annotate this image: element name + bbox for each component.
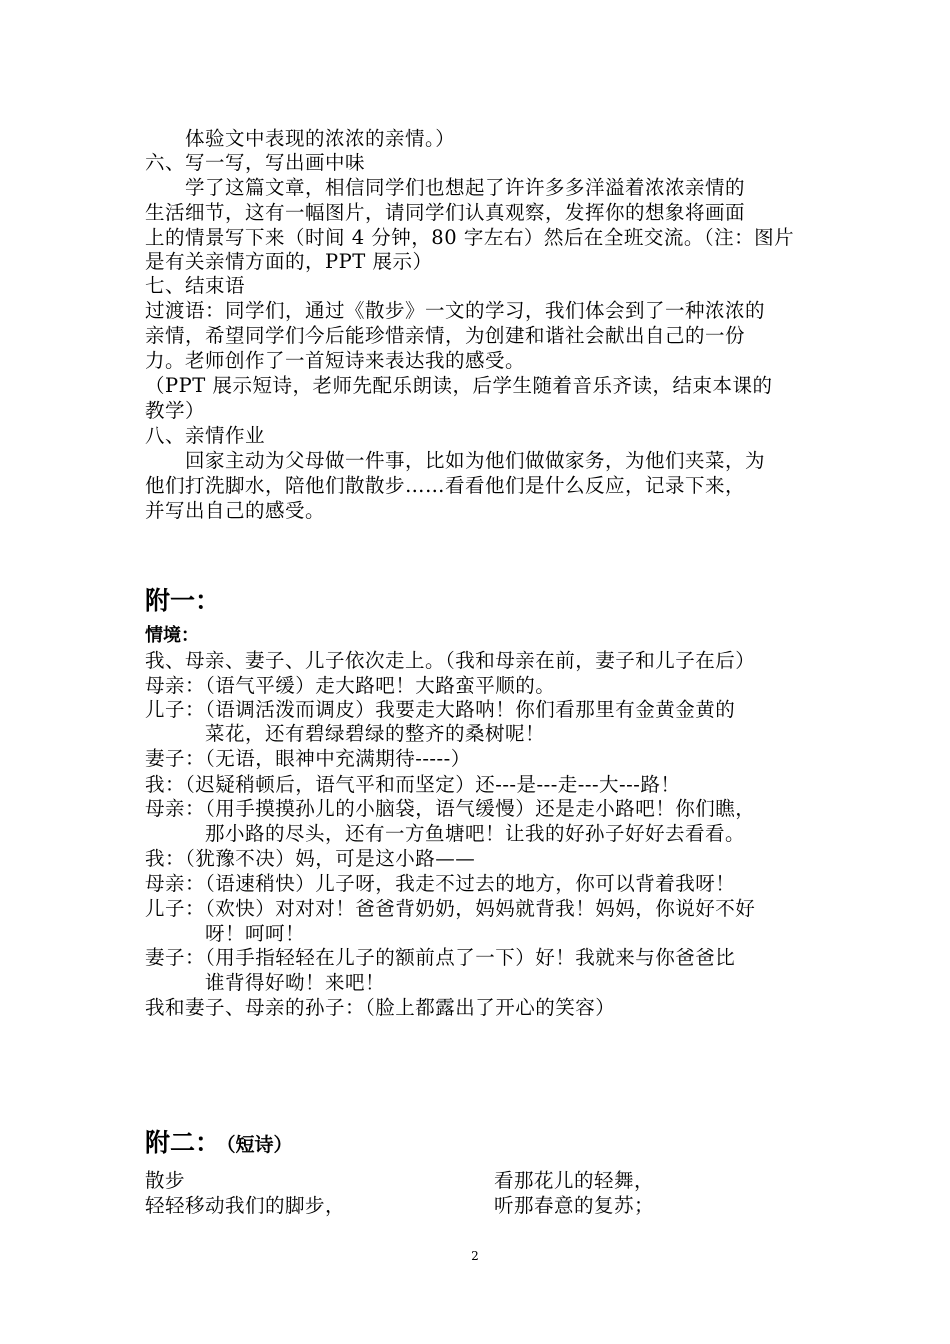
dialogue-line: 菜花，还有碧绿碧绿的整齐的桑树呢！ bbox=[145, 722, 546, 745]
dialogue-line: 呀！呵呵！ bbox=[145, 922, 306, 945]
body-line: 亲情，希望同学们今后能珍惜亲情，为创建和谐社会献出自己的一份 bbox=[145, 324, 746, 347]
section-heading: 七、结束语 bbox=[145, 274, 246, 297]
dialogue-line: 我：（犹豫不决）妈，可是这小路—— bbox=[145, 847, 476, 870]
poem-line-right: 看那花儿的轻舞， bbox=[494, 1169, 655, 1192]
dialogue-line: 母亲：（用手摸摸孙儿的小脑袋，语气缓慢）还是走小路吧！你们瞧， bbox=[145, 797, 756, 820]
dialogue-line: 妻子：（用手指轻轻在儿子的额前点了一下）好！我就来与你爸爸比 bbox=[145, 946, 736, 969]
section-heading: 八、亲情作业 bbox=[145, 424, 266, 447]
appendix1-subtitle: 情境： bbox=[145, 625, 199, 646]
section-heading: 六、写一写，写出画中味 bbox=[145, 151, 366, 174]
dialogue-line: 母亲：（语气平缓）走大路吧！大路蛮平顺的。 bbox=[145, 674, 556, 697]
body-line: 过渡语：同学们，通过《散步》一文的学习，我们体会到了一种浓浓的 bbox=[145, 299, 766, 322]
dialogue-line: 谁背得好呦！来吧！ bbox=[145, 971, 386, 994]
body-line: 是有关亲情方面的，PPT 展示） bbox=[145, 250, 433, 273]
page-number: 2 bbox=[471, 1249, 479, 1263]
dialogue-line: 我、母亲、妻子、儿子依次走上。（我和母亲在前，妻子和儿子在后） bbox=[145, 649, 756, 672]
body-line: 生活细节，这有一幅图片，请同学们认真观察，发挥你的想象将画面 bbox=[145, 201, 746, 224]
body-line: 他们打洗脚水，陪他们散散步……看看他们是什么反应，记录下来， bbox=[145, 474, 746, 497]
body-line: 体验文中表现的浓浓的亲情。） bbox=[145, 127, 456, 150]
poem-line-left: 轻轻移动我们的脚步， bbox=[145, 1194, 346, 1217]
dialogue-line: 我：（迟疑稍顿后，语气平和而坚定）还---是---走---大---路！ bbox=[145, 773, 681, 796]
body-line: 回家主动为父母做一件事，比如为他们做做家务，为他们夹菜，为 bbox=[145, 449, 766, 472]
poem-line-left: 散步 bbox=[145, 1169, 186, 1192]
dialogue-line: 我和妻子、母亲的孙子：（脸上都露出了开心的笑容） bbox=[145, 996, 616, 1019]
body-line: 学了这篇文章，相信同学们也想起了许许多多洋溢着浓浓亲情的 bbox=[145, 176, 746, 199]
poem-line-right: 听那春意的复苏； bbox=[494, 1194, 655, 1217]
appendix2-heading bbox=[145, 1128, 293, 1160]
body-line: 教学） bbox=[145, 399, 206, 422]
dialogue-line: 那小路的尽头，还有一方鱼塘吧！让我的好孙子好好去看看。 bbox=[145, 822, 746, 845]
dialogue-line: 母亲：（语速稍快）儿子呀，我走不过去的地方，你可以背着我呀！ bbox=[145, 872, 736, 895]
appendix1-title: 附一： bbox=[145, 586, 221, 615]
body-line: （PPT 展示短诗，老师先配乐朗读，后学生随着音乐齐读，结束本课的 bbox=[145, 374, 773, 397]
dialogue-line: 儿子：（欢快）对对对！爸爸背奶奶，妈妈就背我！妈妈，你说好不好 bbox=[145, 897, 756, 920]
body-line: 上的情景写下来（时间 4 分钟，80 字左右）然后在全班交流。（注：图片 bbox=[145, 226, 795, 249]
dialogue-line: 妻子：（无语，眼神中充满期待-----） bbox=[145, 747, 471, 770]
appendix2-title: 附二： bbox=[145, 1128, 221, 1157]
body-line: 力。老师创作了一首短诗来表达我的感受。 bbox=[145, 349, 526, 372]
dialogue-line: 儿子：（语调活泼而调皮）我要走大路呐！你们看那里有金黄金黄的 bbox=[145, 698, 736, 721]
appendix2-subtitle: （短诗） bbox=[226, 1134, 293, 1156]
body-line: 并写出自己的感受。 bbox=[145, 499, 326, 522]
